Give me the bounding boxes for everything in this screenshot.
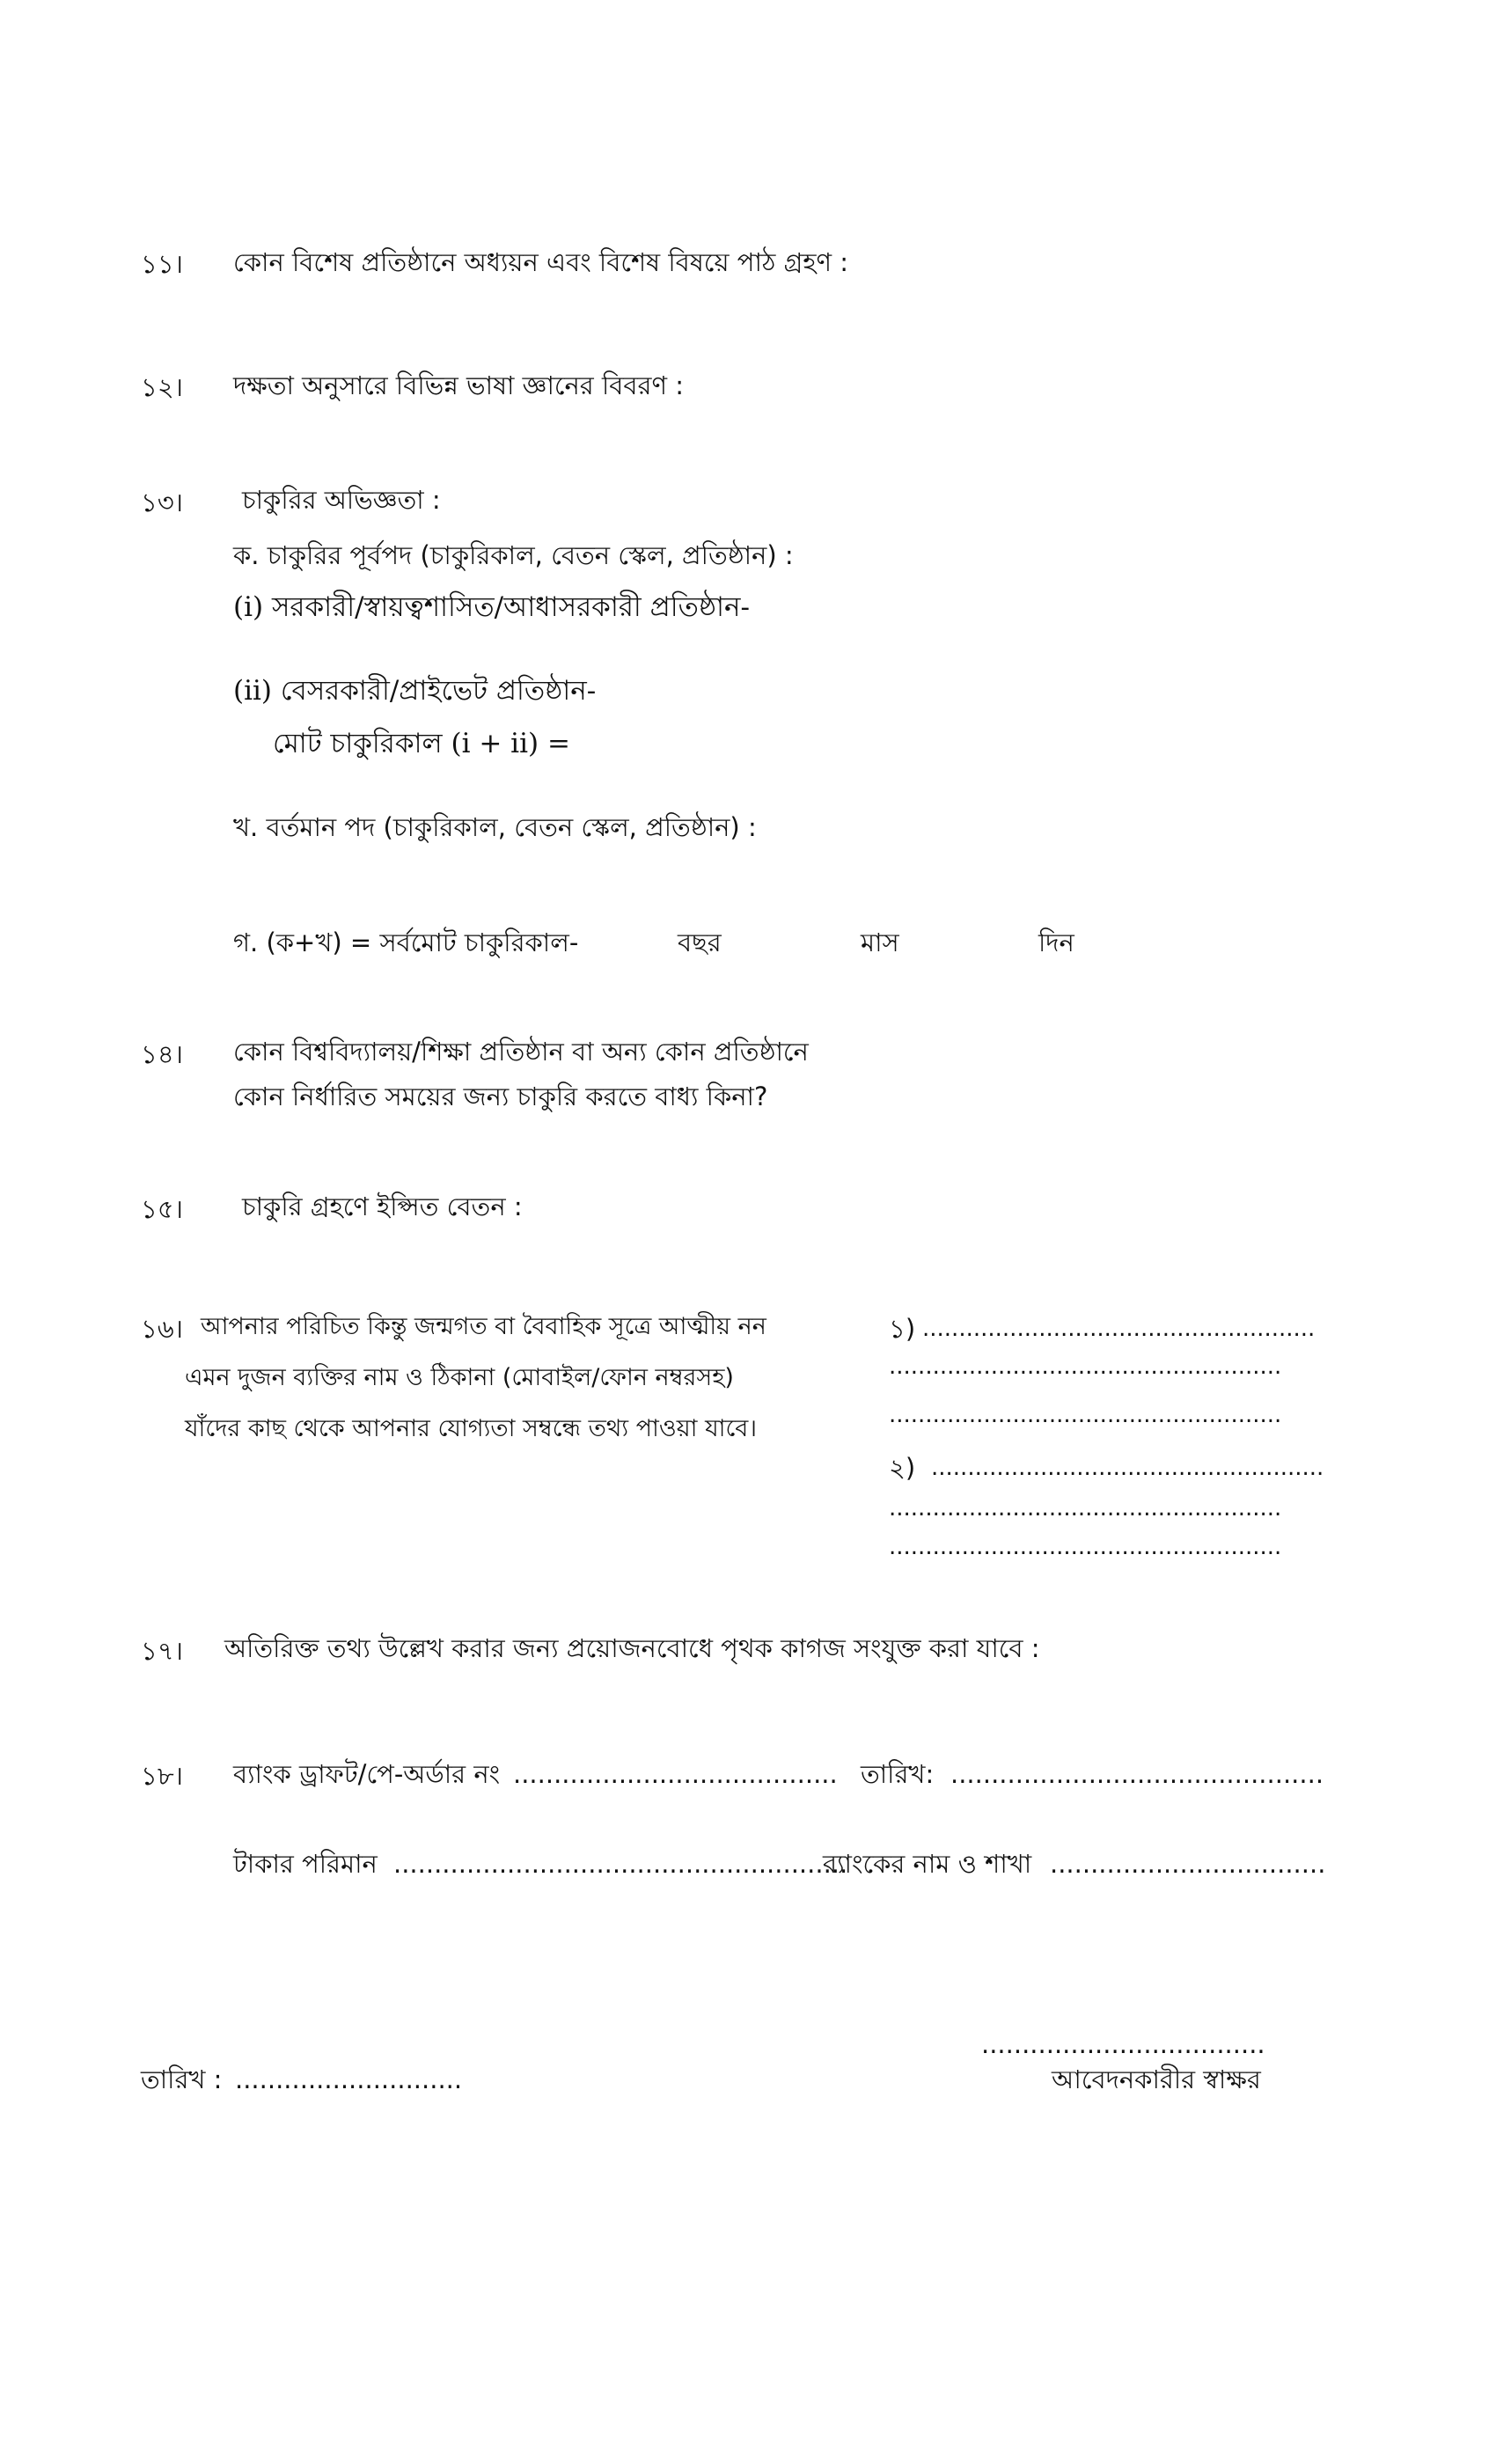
item-12-number: ১২। bbox=[141, 372, 184, 402]
item-13-day: দিন bbox=[1038, 928, 1074, 957]
item-17-number: ১৭। bbox=[141, 1636, 184, 1666]
item-16-number: ১৬। bbox=[141, 1314, 184, 1344]
item-15-text: চাকুরি গ্রহণে ইপ্সিত বেতন : bbox=[242, 1192, 523, 1221]
bank-draft-number-field[interactable]: ........................................ bbox=[513, 1759, 838, 1789]
footer-date-field[interactable]: ............................ bbox=[235, 2064, 463, 2094]
item-11-number: ১১। bbox=[141, 249, 184, 279]
reference-2-line2: ...................................................... bbox=[889, 1495, 1282, 1522]
item-13-kha: খ. বর্তমান পদ (চাকুরিকাল, বেতন স্কেল, প্রতিষ্ঠান) : bbox=[233, 812, 757, 842]
item-15-number: ১৫। bbox=[141, 1194, 184, 1224]
reference-1-number: ১) bbox=[889, 1314, 916, 1344]
item-13-year: বছর bbox=[678, 928, 722, 957]
item-13-total: মোট চাকুরিকাল (i + ii) = bbox=[273, 728, 570, 759]
item-16-line1: আপনার পরিচিত কিন্তু জন্মগত বা বৈবাহিক সূত্রে আত্মীয় নন bbox=[201, 1313, 766, 1340]
item-13-ga: গ. (ক+খ) = সর্বমোট চাকুরিকাল- bbox=[233, 928, 579, 957]
bank-name-branch-label: ব্যাংকের নাম ও শাখা bbox=[823, 1849, 1032, 1879]
item-13-ka: ক. চাকুরির পূর্বপদ (চাকুরিকাল, বেতন স্কেল, প্রতিষ্ঠান) : bbox=[233, 540, 794, 570]
item-16-line2: এমন দুজন ব্যক্তির নাম ও ঠিকানা (মোবাইল/ফোন নম্বরসহ) bbox=[185, 1364, 734, 1391]
reference-1-line2: ...................................................... bbox=[889, 1353, 1282, 1380]
item-17-text: অতিরিক্ত তথ্য উল্লেখ করার জন্য প্রয়োজনবোধে পৃথক কাগজ সংযুক্ত করা যাবে : bbox=[224, 1633, 1040, 1663]
reference-1-line1: ...................................................... bbox=[922, 1316, 1316, 1342]
reference-2-line3: ...................................................... bbox=[889, 1534, 1282, 1560]
amount-field[interactable]: ........................................................ bbox=[393, 1849, 848, 1879]
draft-date-label: তারিখ: bbox=[861, 1759, 935, 1789]
amount-label: টাকার পরিমান bbox=[233, 1849, 378, 1879]
bank-draft-label: ব্যাংক ড্রাফট/পে-অর্ডার নং bbox=[233, 1759, 501, 1789]
item-13-ka-ii: (ii) বেসরকারী/প্রাইভেট প্রতিষ্ঠান- bbox=[233, 675, 597, 707]
item-16-line3: যাঁদের কাছ থেকে আপনার যোগ্যতা সম্বন্ধে তথ্য পাওয়া যাবে। bbox=[185, 1415, 757, 1442]
item-14-line1: কোন বিশ্ববিদ্যালয়/শিক্ষা প্রতিষ্ঠান বা অন্য কোন প্রতিষ্ঠানে bbox=[233, 1037, 809, 1067]
item-14-number: ১৪। bbox=[141, 1039, 184, 1069]
reference-1-line3: ...................................................... bbox=[889, 1402, 1282, 1428]
item-12-text: দক্ষতা অনুসারে বিভিন্ন ভাষা জ্ঞানের বিবরণ : bbox=[233, 370, 685, 400]
bank-name-branch-field[interactable]: .................................. bbox=[1050, 1849, 1326, 1879]
item-18-number: ১৮। bbox=[141, 1761, 184, 1791]
signature-line[interactable]: ................................... bbox=[981, 2029, 1265, 2059]
item-13-text: চাকুরির অভিজ্ঞতা : bbox=[242, 485, 441, 515]
item-13-month: মাস bbox=[861, 928, 899, 957]
item-13-number: ১৩। bbox=[141, 488, 184, 517]
applicant-signature-label: আবেদনকারীর স্বাক্ষর bbox=[1052, 2064, 1261, 2094]
reference-2-line1: ...................................................... bbox=[931, 1455, 1324, 1481]
item-14-line2: কোন নির্ধারিত সময়ের জন্য চাকুরি করতে বাধ্য কিনা? bbox=[233, 1082, 768, 1111]
footer-date-label: তারিখ : bbox=[141, 2064, 223, 2094]
draft-date-field[interactable]: .............................................. bbox=[950, 1759, 1324, 1789]
item-11-text: কোন বিশেষ প্রতিষ্ঠানে অধ্যয়ন এবং বিশেষ বিষয়ে পাঠ গ্রহণ : bbox=[233, 247, 849, 277]
reference-2-number: ২) bbox=[889, 1453, 916, 1483]
item-13-ka-i: (i) সরকারী/স্বায়ত্বশাসিত/আধাসরকারী প্রতিষ্ঠান- bbox=[233, 591, 751, 623]
